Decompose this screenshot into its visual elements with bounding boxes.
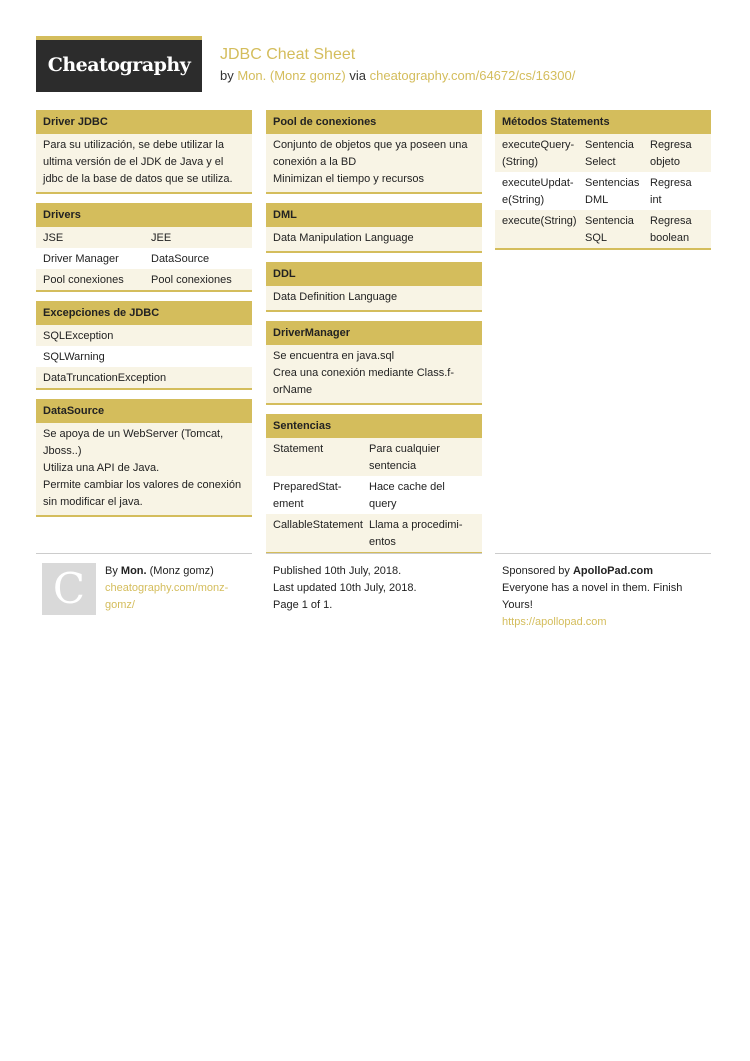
section-title: DDL <box>266 262 482 286</box>
section-title: DriverManager <box>266 321 482 345</box>
section-drivers <box>36 203 252 292</box>
table-cell: PreparedStatement <box>273 481 342 510</box>
sheet-url-link[interactable]: cheatography.com/64672/cs/16300/ <box>369 68 576 83</box>
author-handle: (Monz gomz) <box>149 565 214 577</box>
author-profile-link[interactable]: cheatography.com/monz-gomz/ <box>105 582 229 611</box>
list-item: SQLWarning <box>36 346 252 367</box>
section-pool <box>266 110 482 194</box>
text-line: Se apoya de un WebServer (Tomcat, Jboss..) <box>43 428 224 457</box>
byline-prefix: by <box>220 68 234 83</box>
table-cell: Sentencia Select <box>585 139 634 168</box>
table-cell: Statement <box>273 443 324 455</box>
section-title: Métodos Statements <box>495 110 711 134</box>
section-metodos <box>495 110 711 250</box>
text-line: Minimizan el tiempo y recursos <box>273 173 424 185</box>
cheatography-logo[interactable] <box>36 36 202 92</box>
text-line: Permite cambiar los valores de conexión sin modificar el java. <box>43 479 242 508</box>
table-cell: Regresa objeto <box>650 139 692 168</box>
table-cell: Para cualquier sentencia <box>369 443 440 472</box>
section-drivermanager <box>266 321 482 405</box>
table-cell: Sentencia SQL <box>585 215 634 244</box>
page-title: JDBC Cheat Sheet <box>220 46 356 63</box>
section-sentencias <box>266 414 482 554</box>
sponsor-name: ApolloPad.com <box>572 565 654 577</box>
table-row <box>495 172 711 210</box>
table-row <box>266 514 482 552</box>
table-cell: JSE <box>43 232 64 244</box>
section-ddl <box>266 262 482 312</box>
section-text <box>266 134 482 192</box>
page-header <box>36 36 716 92</box>
section-title: Excepciones de JDBC <box>36 301 252 325</box>
table-cell: Sentencias DML <box>585 177 640 206</box>
table-cell: DataSource <box>151 253 210 265</box>
table-cell: executeQuery(String) <box>502 139 575 168</box>
column-3 <box>495 110 711 259</box>
table-cell: executeUpdate(String) <box>502 177 574 206</box>
sponsored-label: Sponsored by <box>502 565 570 577</box>
table-cell: Pool conexiones <box>151 274 232 286</box>
table-cell: execute(String) <box>502 215 577 227</box>
table-row <box>495 134 711 172</box>
table-cell: Pool conexiones <box>43 274 124 286</box>
section-driver-jdbc <box>36 110 252 194</box>
table-cell: Hace cache del query <box>369 481 445 510</box>
footer-dates <box>266 553 482 614</box>
section-title: Pool de conexiones <box>266 110 482 134</box>
section-title: DML <box>266 203 482 227</box>
sponsor-link[interactable]: https://apollopad.com <box>502 616 607 628</box>
author-line <box>105 563 252 580</box>
section-datasource <box>36 399 252 517</box>
table-row <box>495 210 711 248</box>
table-row <box>36 269 252 290</box>
sponsor-text: Everyone has a novel in them. Finish Yours! <box>502 582 683 611</box>
section-excepciones <box>36 301 252 390</box>
section-text: Para su utilización, se debe utilizar la ultima versión de el JDK de Java y el jdbc de la base de datos que se utiliza. <box>36 134 252 192</box>
table-cell: CallableStatement <box>273 519 363 531</box>
section-title: Sentencias <box>266 414 482 438</box>
list-item: SQLException <box>36 325 252 346</box>
column-1 <box>36 110 252 526</box>
published-date: Published 10th July, 2018. <box>273 565 402 577</box>
table-row <box>266 476 482 514</box>
text-line: Crea una conexión mediante Class.forName <box>273 367 454 396</box>
table-cell: Llama a procedimientos <box>369 519 463 548</box>
author-link[interactable]: Mon. (Monz gomz) <box>237 68 346 83</box>
text-line: Utiliza una API de Java. <box>43 462 160 474</box>
table-row <box>266 438 482 476</box>
logo-text: Cheatography <box>47 54 191 76</box>
text-line: Se encuentra en java.sql <box>273 350 395 362</box>
list-item: DataTruncationException <box>36 367 252 388</box>
text-line: Conjunto de objetos que ya poseen una conexión a la BD <box>273 139 468 168</box>
table-cell: Regresa int <box>650 177 692 206</box>
column-2 <box>266 110 482 563</box>
section-text <box>266 345 482 403</box>
section-dml <box>266 203 482 253</box>
section-text: Data Manipulation Language <box>266 227 482 251</box>
updated-date: Last updated 10th July, 2018. <box>273 582 417 594</box>
section-text <box>36 423 252 515</box>
byline <box>220 68 575 83</box>
footer-sponsor <box>495 553 711 631</box>
table-cell: JEE <box>151 232 172 244</box>
byline-via: via <box>349 68 366 83</box>
sponsor-line <box>502 563 711 580</box>
table-cell: Driver Manager <box>43 253 119 265</box>
footer-author <box>36 553 252 614</box>
table-row <box>36 248 252 269</box>
section-text: Data Definition Language <box>266 286 482 310</box>
page-count: Page 1 of 1. <box>273 599 333 611</box>
by-label: By <box>105 565 118 577</box>
table-row <box>36 227 252 248</box>
author-name: Mon. <box>120 565 147 577</box>
section-title: DataSource <box>36 399 252 423</box>
section-title: Drivers <box>36 203 252 227</box>
avatar[interactable]: C <box>42 563 96 615</box>
table-cell: Regresa boolean <box>650 215 692 244</box>
section-title: Driver JDBC <box>36 110 252 134</box>
